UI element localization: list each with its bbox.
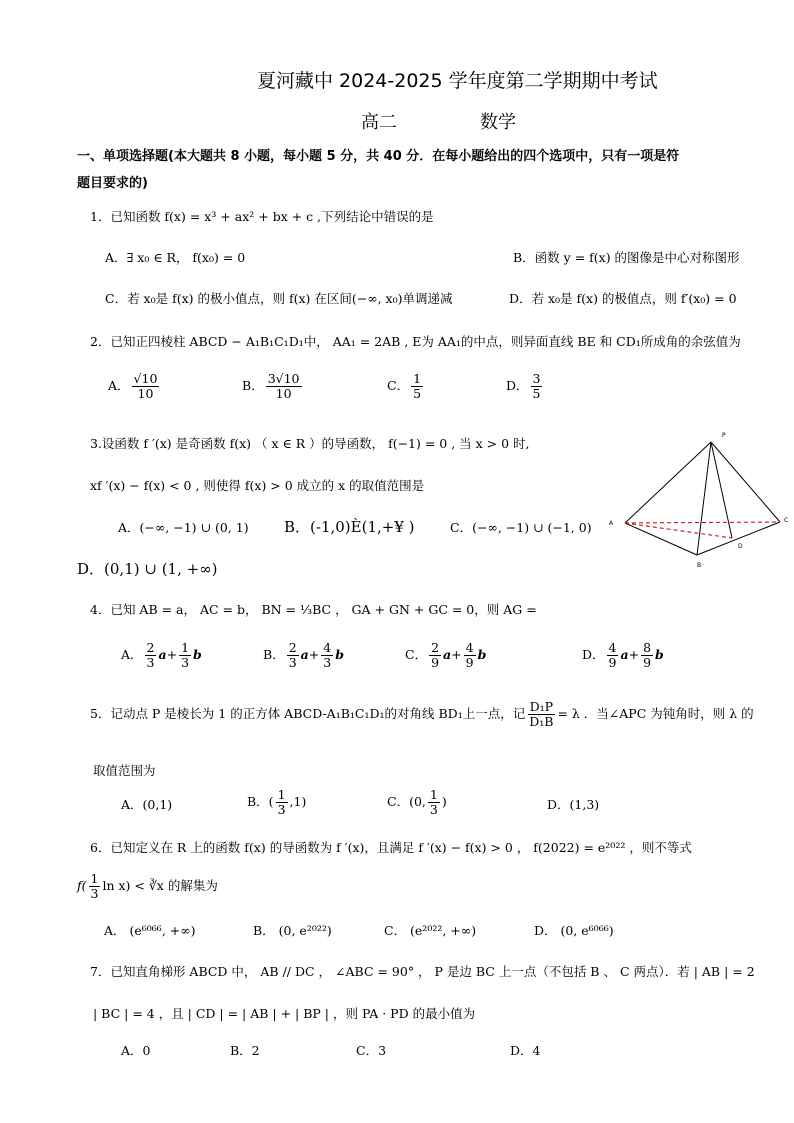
stem-text: ln x) < ∛x 的解集为 [102,877,218,893]
vector-a: a [300,646,309,662]
question-3-stem-cont: xf ′(x) − f(x) < 0 , 则使得 f(x) > 0 成立的 x 的取值范围是 [90,478,425,493]
question-3-stem: 3.设函数 f ′(x) 是奇函数 f(x) （ x ∈ R ）的导函数， f(−1) = 0 , 当 x > 0 时, [90,436,530,451]
fraction [321,641,333,670]
numerator: 2 [146,640,155,655]
vector-a: a [158,646,167,662]
subject-label: 数学 [480,112,516,133]
fraction [145,641,157,670]
stem-text: f( [77,877,87,893]
option-label: D． [506,377,529,393]
pyramid-figure [600,425,794,575]
question-3-option-d: D．(0,1) ∪ (1, +∞) [77,560,218,578]
fraction [527,700,555,729]
denominator: 3 [277,801,286,817]
denominator: 3 [429,801,438,817]
question-2-stem: 2．已知正四棱柱 ABCD − A₁B₁C₁D₁中， AA₁ = 2AB , E为 AA₁的中点，则异面直线 BE 和 CD₁所成角的余弦值为 [90,334,741,349]
option-label: C． [405,646,428,662]
question-7-option-c: C．3 [356,1043,387,1058]
exam-title: 夏河藏中 2024-2025 学年度第二学期期中考试 [257,70,658,92]
denominator: 3 [288,654,297,670]
question-5-stem [90,700,754,729]
numerator: 1 [90,871,99,886]
question-4-option-d [582,641,664,670]
fraction [411,372,423,401]
fraction [266,372,302,401]
vertex-label-a: A [609,520,614,527]
fraction [287,641,299,670]
question-5-option-a: A．(0,1) [121,797,173,812]
denominator: D₁B [529,713,554,729]
stem-text: = λ ．当∠APC 为钝角时，则 λ 的 [557,705,754,721]
option-label: C． [387,377,410,393]
numerator: 3√10 [267,371,300,386]
numerator: 2 [288,640,297,655]
option-label: A． [121,646,143,662]
plus-sign: + [451,646,462,662]
question-7-stem-cont: | BC | = 4 ，且 | CD | = | AB | + | BP | ，则 PA · PD 的最小值为 [93,1006,476,1021]
question-2-option-b [242,372,304,401]
vector-a: a [443,646,452,662]
fraction [429,641,441,670]
question-7-option-a: A．0 [121,1043,151,1058]
option-tail: ) [441,793,447,809]
question-4-option-b [263,641,344,670]
question-6-option-b: B． (0, e²⁰²²) [253,923,332,938]
fraction [428,788,440,817]
question-3-option-b: B．(-1,0)È(1,+¥ ) [284,518,415,536]
plus-sign: + [166,646,178,662]
question-4-option-c [405,641,486,670]
denominator: 5 [413,385,422,401]
question-5-stem-cont: 取值范围为 [93,763,156,778]
plus-sign: + [308,646,320,662]
plus-sign: + [628,646,640,662]
section-heading-cont: 题目要求的) [77,176,148,191]
question-1-option-c: C．若 x₀是 f(x) 的极小值点，则 f(x) 在区间(−∞, x₀)单调递减 [105,291,453,306]
option-label: B． [242,377,264,393]
question-2-option-d [506,372,544,401]
question-7-option-b: B．2 [230,1043,260,1058]
option-label: C．(0, [387,793,426,809]
question-7-stem: 7．已知直角梯形 ABCD 中， AB // DC ， ∠ABC = 90° ， P 是边 BC 上一点（不包括 B 、 C 两点）．若 | AB | = 2 [90,964,755,979]
question-5-option-b [247,788,306,817]
question-1-option-d: D．若 x₀是 f(x) 的极值点，则 f′(x₀) = 0 [509,291,737,306]
question-1-stem: 1．已知函数 f(x) = x³ + ax² + bx + c ,下列结论中错误的是 [90,209,434,224]
question-6-option-c: C． (e²⁰²², +∞) [384,923,477,938]
numerator: 1 [429,787,438,802]
numerator: 1 [181,640,190,655]
numerator: 4 [465,640,474,655]
question-6-option-d: D． (0, e⁶⁰⁶⁶) [534,923,614,938]
vertex-label-p: P [722,432,726,439]
question-1-option-a: A．∃ x₀ ∈ R， f(x₀) = 0 [105,250,246,265]
question-2-option-c [387,372,425,401]
denominator: 9 [608,654,617,670]
numerator: 2 [431,640,440,655]
question-6-option-a: A． (e⁶⁰⁶⁶, +∞) [104,923,196,938]
option-label: A． [108,377,130,393]
fraction [89,872,101,901]
vector-a: a [620,646,629,662]
numerator: 4 [323,640,332,655]
numerator: 4 [608,640,617,655]
question-4-option-a [121,641,202,670]
question-3-option-c: C．(−∞, −1) ∪ (−1, 0) [450,520,592,535]
fraction [132,372,160,401]
numerator: 1 [413,371,422,386]
question-6-stem: 6．已知定义在 R 上的函数 f(x) 的导函数为 f ′(x)，且满足 f ′(x) − f(x) > 0 ， f(2022) = e²⁰²² ，则不等式 [90,840,692,855]
numerator: √10 [133,371,158,386]
question-5-option-d: D．(1,3) [547,797,600,812]
grade-label: 高二 [361,112,397,133]
question-6-stem-cont [77,872,218,901]
numerator: D₁P [529,699,554,714]
vector-b: b [655,646,664,662]
numerator: 3 [532,371,541,386]
fraction [464,641,476,670]
question-7-option-d: D．4 [510,1043,541,1058]
denominator: 9 [431,654,440,670]
fraction [607,641,619,670]
vector-b: b [193,646,202,662]
denominator: 5 [532,385,541,401]
vertex-label-d: D [738,543,743,550]
question-3-option-a: A．(−∞, −1) ∪ (0, 1) [118,520,249,535]
denominator: 9 [643,654,652,670]
fraction [641,641,653,670]
section-heading: 一、单项选择题(本大题共 8 小题，每小题 5 分，共 40 分．在每小题给出的四个选项中，只有一项是符 [77,149,680,164]
option-label: D． [582,646,605,662]
denominator: 3 [146,654,155,670]
vector-b: b [335,646,344,662]
numerator: 8 [643,640,652,655]
fraction [276,788,288,817]
vertex-label-b: B [697,562,702,569]
denominator: 3 [323,654,332,670]
vertex-label-c: C [784,517,789,524]
vector-b: b [477,646,487,662]
stem-text: 5．记动点 P 是棱长为 1 的正方体 ABCD-A₁B₁C₁D₁的对角线 BD₁上一点，记 [90,705,526,721]
option-label: B． [263,646,285,662]
question-4-stem: 4．已知 AB = a， AC = b， BN = ⅓BC ， GA + GN + GC = 0，则 AG = [90,602,537,617]
denominator: 10 [275,385,292,401]
question-1-option-b: B．函数 y = f(x) 的图像是中心对称图形 [513,250,740,265]
option-tail: ,1) [289,793,307,809]
fraction [531,372,543,401]
fraction [179,641,191,670]
question-2-option-a [108,372,161,401]
numerator: 1 [277,787,286,802]
denominator: 10 [137,385,154,401]
denominator: 9 [465,654,474,670]
denominator: 3 [181,654,190,670]
denominator: 3 [90,885,99,901]
option-label: B．( [247,793,274,809]
question-5-option-c [387,788,447,817]
